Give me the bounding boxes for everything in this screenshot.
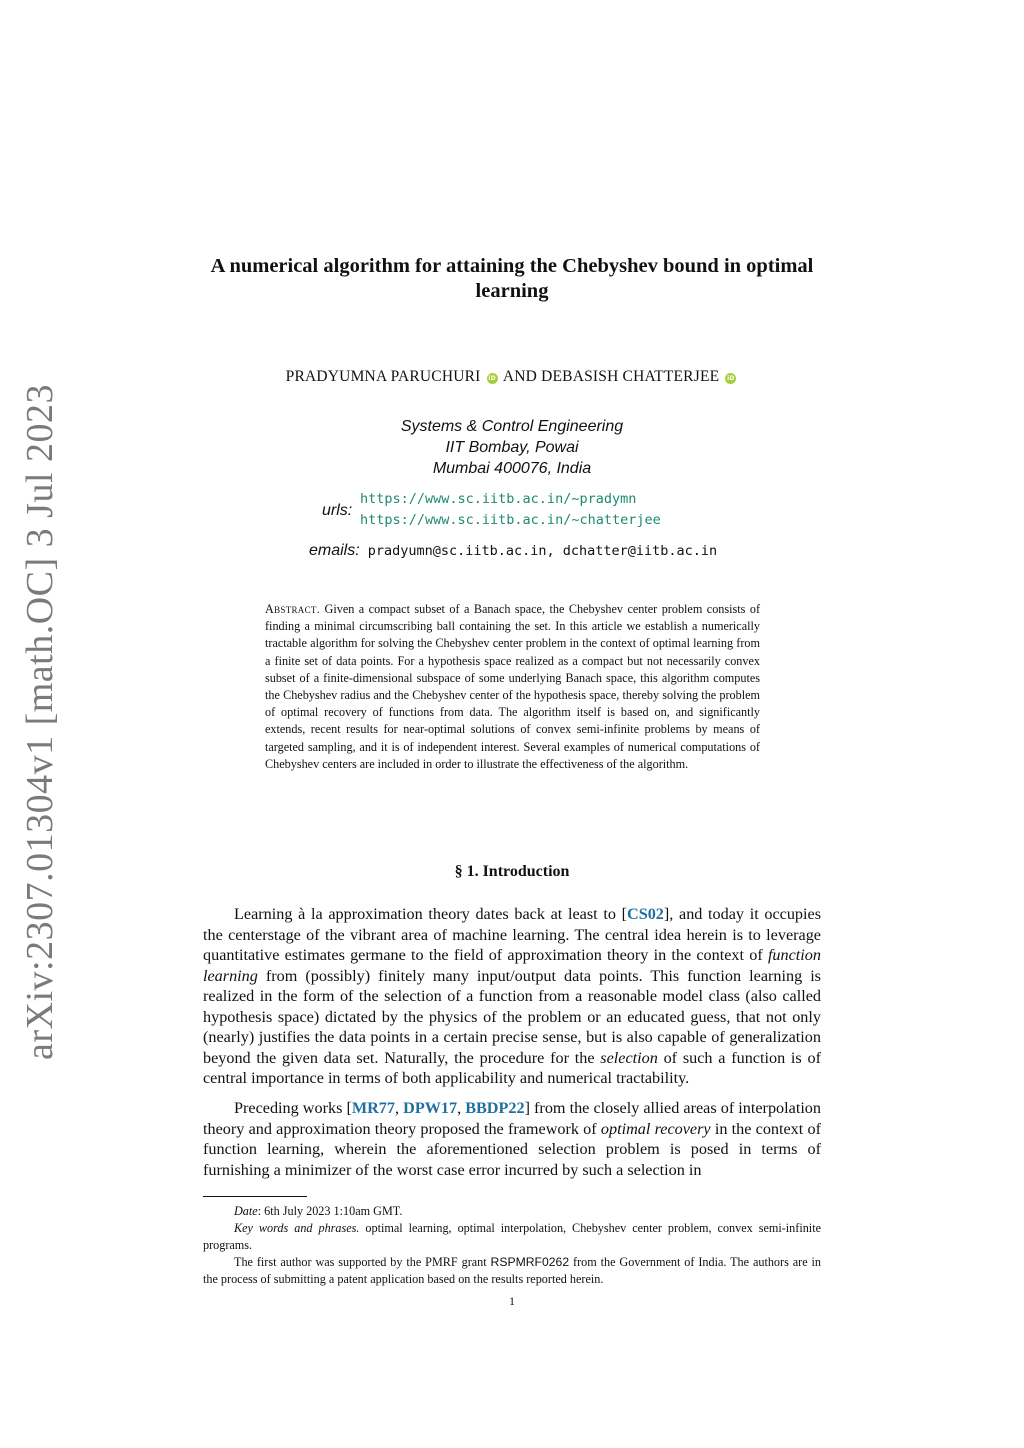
emails-row: [309, 542, 717, 560]
author-second: DEBASISH CHATTERJEE: [541, 368, 720, 385]
abstract-label: Abstract.: [265, 602, 321, 616]
citation-link[interactable]: CS02: [627, 905, 664, 923]
text-run: optimal learning, optimal interpolation, Chebyshev center problem, convex semi-infinite programs.: [203, 1221, 821, 1252]
text-run: ] from the closely allied areas of interpolation theory and approximation theory proposed the framework of: [203, 1099, 821, 1138]
citation-link[interactable]: DPW17: [403, 1099, 458, 1117]
footnote-label: Key words and phrases.: [234, 1221, 360, 1235]
text-run: Preceding works [: [234, 1099, 352, 1117]
text-run: Learning à la approximation theory dates back at least to [: [234, 905, 627, 923]
affiliation-line: Mumbai 400076, India: [432, 460, 592, 477]
text-run: of such a function is of central importance in terms of both applicability and numerical tractability.: [203, 1048, 821, 1087]
footnote-date: [203, 1203, 821, 1220]
intro-paragraph-1: [203, 904, 821, 1089]
affiliation-line: Systems & Control Engineering: [400, 418, 624, 435]
footnote-label: Date: [234, 1204, 258, 1218]
author-line: [190, 368, 834, 386]
orcid-icon[interactable]: iD: [488, 375, 496, 382]
author-connector: AND: [502, 368, 538, 385]
text-run: The first author was supported by the PMRF grant: [234, 1255, 491, 1269]
arxiv-identifier: arXiv:2307.01304v1 [math.OC] 3 Jul 2023: [19, 383, 61, 1060]
abstract: [265, 601, 760, 773]
affiliation: [190, 416, 834, 479]
text-run: ,: [457, 1099, 466, 1117]
emphasis: function learning: [203, 946, 821, 985]
text-run: : 6th July 2023 1:10am GMT.: [257, 1204, 403, 1218]
footnote-funding: [203, 1254, 821, 1288]
author-first: PRADYUMNA PARUCHURI: [285, 368, 481, 385]
footnote-keywords: [203, 1220, 821, 1254]
section-heading: § 1. Introduction: [454, 863, 570, 880]
emails-label: emails:: [309, 542, 360, 559]
orcid-icon[interactable]: iD: [727, 375, 735, 382]
url-link-pradyumn[interactable]: https://www.sc.iitb.ac.in/~pradymn: [360, 491, 637, 507]
affiliation-line: IIT Bombay, Powai: [445, 439, 579, 456]
intro-paragraph-2: [203, 1098, 821, 1180]
paper-title: A numerical algorithm for attaining the Chebyshev bound in optimal learning: [210, 255, 814, 302]
emphasis: selection: [600, 1048, 658, 1067]
text-run: from (possibly) finitely many input/output data points. This function learning is realized in the form of the selection of a function from a reasonable model class (also called hypothesis space) dictated by the physics of the problem or an educated guess, that not only (nearly) justifies the data points in a certain precise sense, but is also capable of generalization beyond the given data set. Naturally, the procedure for the: [203, 966, 821, 1067]
grant-id: RSPMRF0262: [490, 1255, 570, 1269]
text-run: ], and today it occupies the centerstage of the vibrant area of machine learning. The central idea herein is to leverage quantitative estimates germane to the field of approximation theory in the context of: [203, 905, 822, 964]
emphasis: optimal recovery: [600, 1119, 711, 1138]
text-run: ,: [395, 1099, 404, 1117]
page-number: 1: [509, 1294, 515, 1308]
emails-value: pradyumn@sc.iitb.ac.in, dchatter@iitb.ac.in: [367, 543, 718, 559]
footnote-rule: [203, 1196, 307, 1197]
text-run: from the Government of India. The authors are in the process of submitting a patent application based on the results reported herein.: [203, 1255, 821, 1286]
citation-link[interactable]: MR77: [351, 1099, 395, 1117]
footnotes: [203, 1203, 821, 1288]
abstract-text: Given a compact subset of a Banach space, the Chebyshev center problem consists of finding a minimal circumscribing ball containing the set. In this article we establish a numerically tractable algorithm for solving the Chebyshev center problem in the context of optimal learning from a finite set of data points. For a hypothesis space realized as a compact but not necessarily convex subset of a finite-dimensional subspace of some underlying Banach space, this algorithm computes the Chebyshev radius and the Chebyshev center of the hypothesis space, thereby solving the problem of optimal recovery of functions from data. The algorithm itself is based on, and significantly extends, recent results for near-optimal solutions of convex semi-infinite problems by means of targeted sampling, and it is of independent interest. Several examples of numerical computations of Chebyshev centers are included in order to illustrate the effectiveness of the algorithm.: [265, 602, 761, 771]
citation-link[interactable]: BBDP22: [465, 1099, 525, 1117]
text-run: in the context of function learning, wherein the aforementioned selection problem is posed in terms of furnishing a minimizer of the worst case error incurred by such a selection in: [203, 1119, 821, 1179]
url-link-chatterjee[interactable]: https://www.sc.iitb.ac.in/~chatterjee: [360, 512, 661, 528]
urls-label: urls:: [322, 502, 353, 519]
